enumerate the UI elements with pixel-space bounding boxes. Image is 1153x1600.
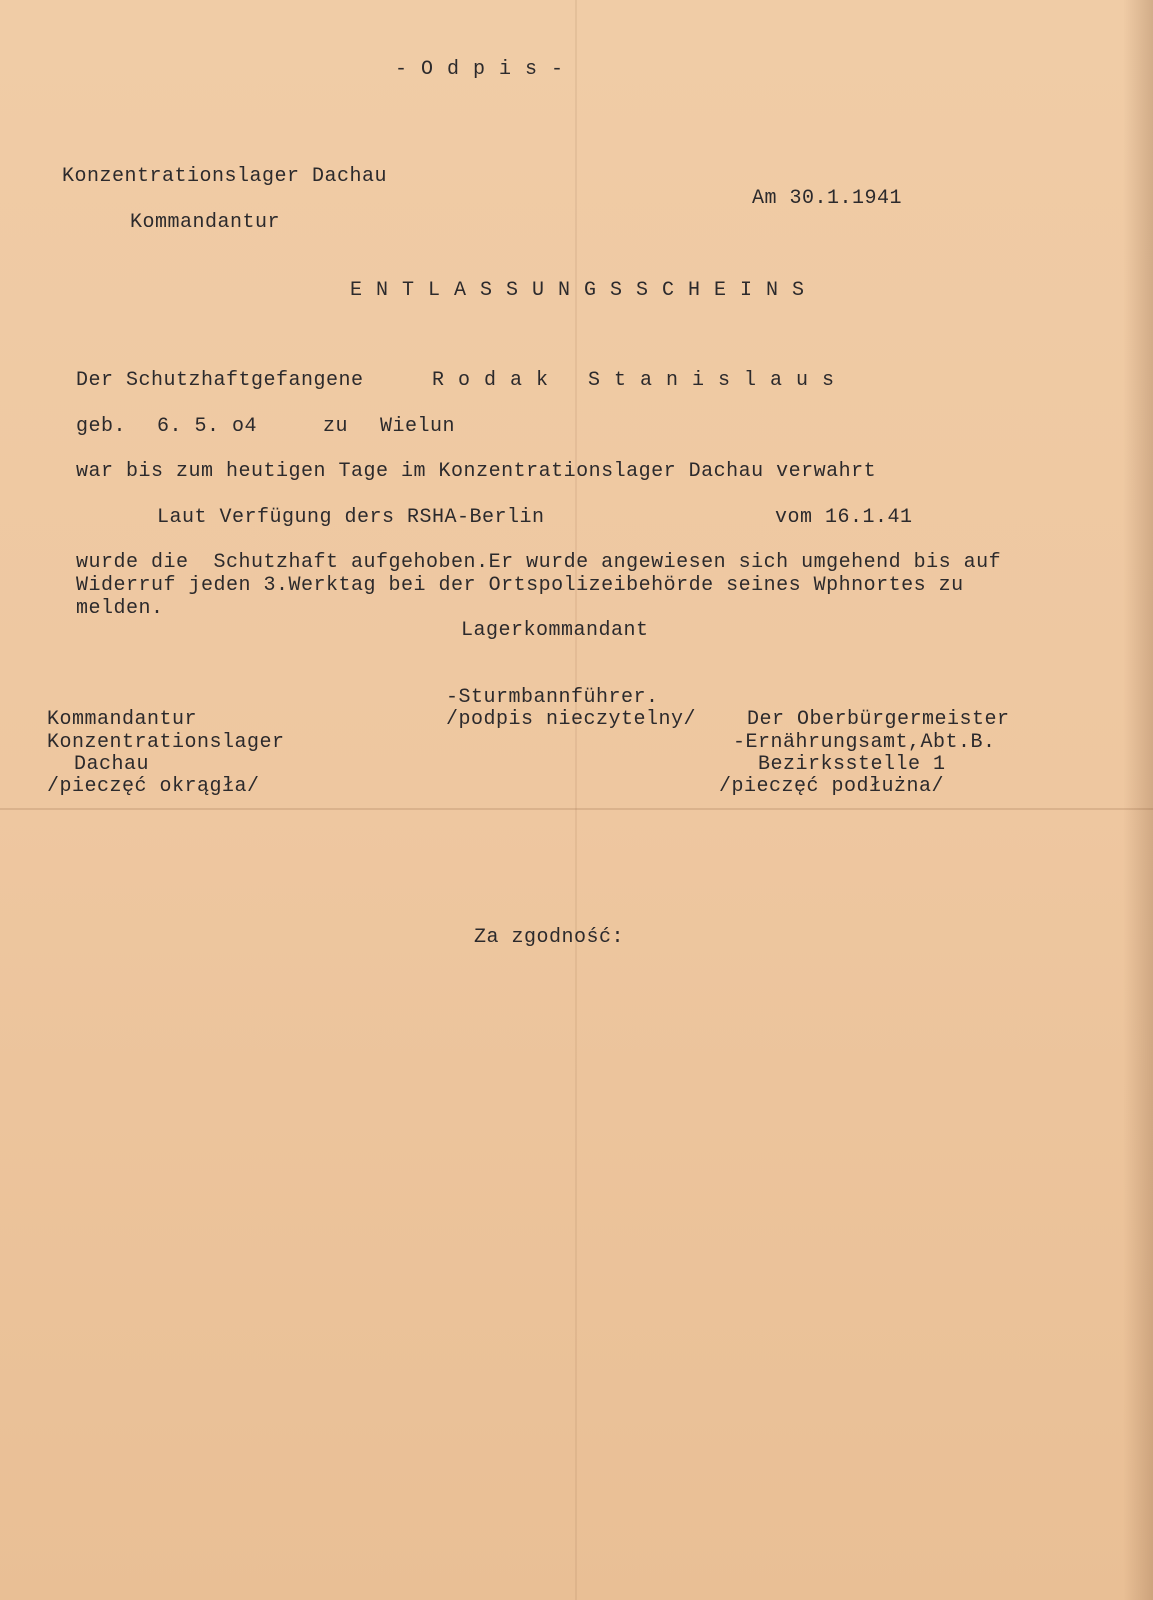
stamp-right-note: /pieczęć podłużna/ <box>719 775 945 798</box>
stamp-left-line-3: Dachau <box>74 753 150 776</box>
stamp-left-line-2: Konzentrationslager <box>47 731 285 754</box>
stamp-right-line-1: Der Oberbürgermeister <box>747 708 1010 731</box>
release-text-line-1: wurde die Schutzhaft aufgehoben.Er wurde angewiesen sich umgehend bis auf <box>76 551 1002 574</box>
birth-label: geb. <box>76 415 127 438</box>
prisoner-name: Rodak Stanislaus <box>432 369 849 392</box>
detention-sentence: war bis zum heutigen Tage im Konzentrationslager Dachau verwahrt <box>76 460 877 483</box>
birth-date: 6. 5. o4 <box>157 415 258 438</box>
release-text-line-2: Widerruf jeden 3.Werktag bei der Ortspolizeibehörde seines Wphnortes zu <box>76 574 964 597</box>
order-text: Laut Verfügung ders RSHA-Berlin <box>157 506 545 529</box>
birth-place-label: zu <box>323 415 349 438</box>
document-date: Am 30.1.1941 <box>752 187 903 210</box>
stamp-right-line-3: Bezirksstelle 1 <box>758 753 946 776</box>
signature-note: /podpis nieczytelny/ <box>446 708 697 731</box>
stamp-left-line-1: Kommandantur <box>47 708 198 731</box>
prisoner-label: Der Schutzhaftgefangene <box>76 369 364 392</box>
fold-line-vertical <box>575 0 577 1600</box>
commandant-title: Lagerkommandant <box>461 619 649 642</box>
stamp-right-line-2: -Ernährungsamt,Abt.B. <box>733 731 996 754</box>
birth-place: Wielun <box>380 415 456 438</box>
commandant-rank: -Sturmbannführer. <box>446 686 659 709</box>
issuer-line-2: Kommandantur <box>130 211 281 234</box>
page-edge-shadow <box>1123 0 1153 1600</box>
document-title: ENTLASSUNGSSCHEINS <box>350 279 819 302</box>
order-date: vom 16.1.41 <box>775 506 913 529</box>
release-text-line-3: melden. <box>76 597 164 620</box>
certification-note: Za zgodność: <box>474 926 625 949</box>
issuer-line-1: Konzentrationslager Dachau <box>62 165 388 188</box>
stamp-left-note: /pieczęć okrągła/ <box>47 775 260 798</box>
document-heading: -Odpis- <box>395 58 578 81</box>
